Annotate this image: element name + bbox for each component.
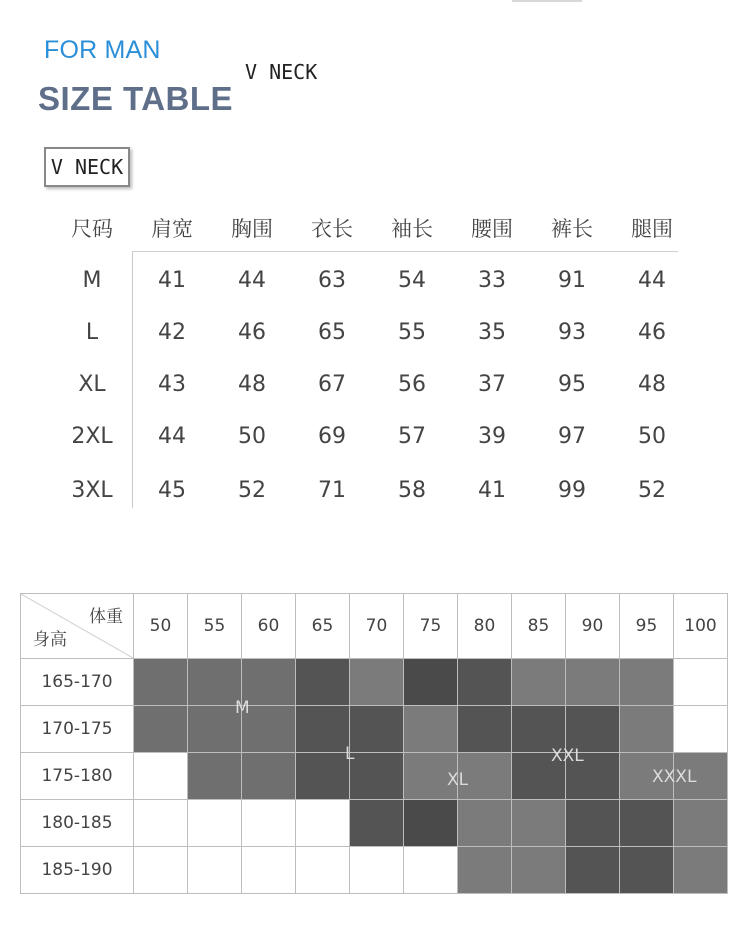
height-range: 175-180 xyxy=(21,753,134,800)
height-row xyxy=(21,800,728,847)
value-cell: 44 xyxy=(238,268,266,293)
weight-label: 体重 xyxy=(89,607,123,627)
value-cell: 48 xyxy=(238,372,266,397)
height-row xyxy=(21,753,728,800)
chart-cell xyxy=(242,847,296,894)
table-row xyxy=(50,258,680,308)
weight-header: 100 xyxy=(674,594,728,659)
value-cell: 46 xyxy=(638,320,666,345)
height-row xyxy=(21,659,728,706)
value-cell: 67 xyxy=(318,372,346,397)
value-cell: 56 xyxy=(398,372,426,397)
value-cell: 45 xyxy=(158,478,186,503)
value-cell: 41 xyxy=(478,478,506,503)
size-cell: L xyxy=(85,320,99,345)
column-header: 腿围 xyxy=(631,217,673,241)
chart-cell xyxy=(620,847,674,894)
size-recommendation-chart xyxy=(20,593,728,894)
weight-header: 80 xyxy=(458,594,512,659)
value-cell: 39 xyxy=(478,424,506,449)
value-cell: 44 xyxy=(158,424,186,449)
height-row xyxy=(21,847,728,894)
weight-header: 60 xyxy=(242,594,296,659)
value-cell: 42 xyxy=(158,320,186,345)
table-row xyxy=(50,310,680,360)
chart-cell xyxy=(458,800,512,847)
value-cell: 97 xyxy=(558,424,586,449)
chart-cell xyxy=(296,659,350,706)
diagonal-corner xyxy=(21,594,133,658)
chart-cell xyxy=(404,706,458,753)
style-tab[interactable]: V NECK xyxy=(44,147,130,187)
chart-cell xyxy=(512,800,566,847)
chart-cell xyxy=(242,800,296,847)
weight-header: 75 xyxy=(404,594,458,659)
chart-cell xyxy=(512,659,566,706)
chart-cell xyxy=(350,706,404,753)
chart-cell xyxy=(674,847,728,894)
chart-cell xyxy=(188,800,242,847)
column-header: 袖长 xyxy=(391,217,433,241)
chart-cell xyxy=(566,847,620,894)
zone-label-xl: XL xyxy=(447,770,469,790)
size-cell: XL xyxy=(78,372,106,397)
chart-cell xyxy=(134,753,188,800)
chart-cell xyxy=(350,800,404,847)
column-header: 裤长 xyxy=(551,217,593,241)
value-cell: 93 xyxy=(558,320,586,345)
chart-cell xyxy=(350,753,404,800)
chart-cell xyxy=(134,706,188,753)
value-cell: 35 xyxy=(478,320,506,345)
chart-cell xyxy=(188,706,242,753)
chart-cell xyxy=(350,659,404,706)
chart-cell xyxy=(512,847,566,894)
column-header: 肩宽 xyxy=(151,217,193,241)
chart-cell xyxy=(350,847,404,894)
height-range: 170-175 xyxy=(21,706,134,753)
chart-cell xyxy=(134,847,188,894)
size-cell: 3XL xyxy=(71,478,113,503)
value-cell: 46 xyxy=(238,320,266,345)
chart-cell xyxy=(458,847,512,894)
value-cell: 41 xyxy=(158,268,186,293)
chart-cell xyxy=(296,753,350,800)
value-cell: 63 xyxy=(318,268,346,293)
table-header-row xyxy=(50,206,680,256)
chart-cell xyxy=(620,706,674,753)
chart-cell xyxy=(134,800,188,847)
value-cell: 44 xyxy=(638,268,666,293)
chart-cell xyxy=(404,847,458,894)
value-cell: 52 xyxy=(638,478,666,503)
chart-cell xyxy=(242,753,296,800)
chart-cell xyxy=(674,659,728,706)
value-cell: 48 xyxy=(638,372,666,397)
zone-label-m: M xyxy=(235,698,250,718)
table-row xyxy=(50,414,680,464)
value-cell: 54 xyxy=(398,268,426,293)
chart-cell xyxy=(296,706,350,753)
value-cell: 58 xyxy=(398,478,426,503)
weight-header: 70 xyxy=(350,594,404,659)
height-range: 165-170 xyxy=(21,659,134,706)
value-cell: 71 xyxy=(318,478,346,503)
value-cell: 50 xyxy=(638,424,666,449)
value-cell: 69 xyxy=(318,424,346,449)
weight-header: 85 xyxy=(512,594,566,659)
header-divider xyxy=(132,251,678,252)
chart-cell xyxy=(188,753,242,800)
measurement-table xyxy=(50,206,680,506)
table-row xyxy=(50,468,680,518)
weight-header-row xyxy=(21,594,728,659)
column-header: 尺码 xyxy=(71,217,113,241)
chart-cell xyxy=(296,847,350,894)
column-header: 衣长 xyxy=(311,217,353,241)
weight-header: 55 xyxy=(188,594,242,659)
chart-cell xyxy=(134,659,188,706)
chart-cell xyxy=(674,800,728,847)
value-cell: 57 xyxy=(398,424,426,449)
chart-cell xyxy=(188,659,242,706)
height-range: 185-190 xyxy=(21,847,134,894)
value-cell: 33 xyxy=(478,268,506,293)
height-row xyxy=(21,706,728,753)
chart-cell xyxy=(458,706,512,753)
size-cell: M xyxy=(82,268,102,293)
zone-label-xxxl: XXXL xyxy=(652,767,697,787)
chart-cell xyxy=(404,659,458,706)
height-label: 身高 xyxy=(33,630,67,650)
value-cell: 55 xyxy=(398,320,426,345)
value-cell: 99 xyxy=(558,478,586,503)
chart-cell xyxy=(188,847,242,894)
column-header: 腰围 xyxy=(471,217,513,241)
style-label: V NECK xyxy=(245,60,318,84)
value-cell: 50 xyxy=(238,424,266,449)
chart-cell xyxy=(566,659,620,706)
value-cell: 65 xyxy=(318,320,346,345)
table-row xyxy=(50,362,680,412)
zone-label-l: L xyxy=(345,744,355,764)
page-title: SIZE TABLE xyxy=(38,80,234,117)
subtitle: FOR MAN xyxy=(44,36,161,64)
weight-header: 50 xyxy=(134,594,188,659)
value-cell: 43 xyxy=(158,372,186,397)
height-range: 180-185 xyxy=(21,800,134,847)
value-cell: 37 xyxy=(478,372,506,397)
chart-cell xyxy=(674,706,728,753)
value-cell: 52 xyxy=(238,478,266,503)
chart-cell xyxy=(620,659,674,706)
chart-cell xyxy=(296,800,350,847)
weight-header: 65 xyxy=(296,594,350,659)
top-divider xyxy=(512,0,582,2)
corner-cell xyxy=(21,594,134,659)
value-cell: 91 xyxy=(558,268,586,293)
weight-header: 95 xyxy=(620,594,674,659)
value-cell: 95 xyxy=(558,372,586,397)
chart-cell xyxy=(458,659,512,706)
size-cell: 2XL xyxy=(71,424,113,449)
chart-cell xyxy=(566,800,620,847)
zone-label-xxl: XXL xyxy=(551,746,584,766)
chart-cell xyxy=(620,800,674,847)
chart-cell xyxy=(404,800,458,847)
weight-header: 90 xyxy=(566,594,620,659)
column-header: 胸围 xyxy=(231,217,273,241)
